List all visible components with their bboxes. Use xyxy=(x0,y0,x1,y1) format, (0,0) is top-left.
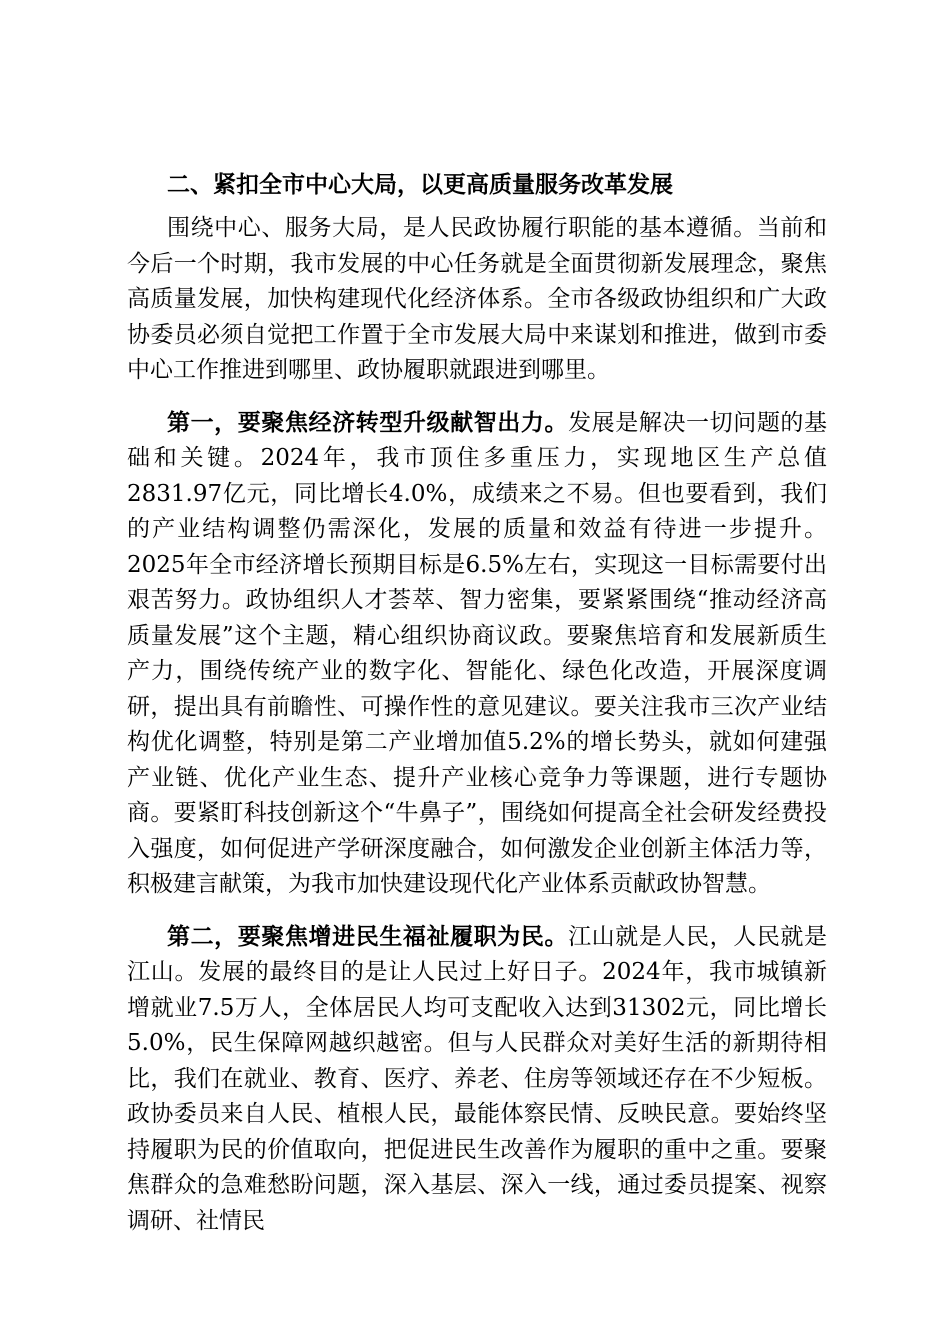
document-page xyxy=(127,168,827,1255)
paragraph-text: 发展是解决一切问题的基础和关键。2024年，我市顶住多重压力，实现地区生产总值2831.97亿元，同比增长4.0%，成绩来之不易。但也要看到，我们的产业结构调整仍需深化，发展的质量和效益有待进一步提升。2025年全市经济增长预期目标是6.5%左右，实现这一目标需要付出艰苦努力。政协组织人才荟萃、智力密集，要紧紧围绕“推动经济高质量发展”这个主题，精心组织协商议政。要聚焦培育和发展新质生产力，围绕传统产业的数字化、智能化、绿色化改造，开展深度调研，提出具有前瞻性、可操作性的意见建议。要关注我市三次产业结构优化调整，特别是第二产业增加值5.2%的增长势头，就如何建强产业链、优化产业生态、提升产业核心竞争力等课题，进行专题协商。要紧盯科技创新这个“牛鼻子”，围绕如何提高全社会研发经费投入强度，如何促进产学研深度融合，如何激发企业创新主体活力等，积极建言献策，为我市加快建设现代化产业体系贡献政协智慧。 xyxy=(127,409,828,897)
paragraph-intro xyxy=(127,210,827,389)
paragraph-text: 围绕中心、服务大局，是人民政协履行职能的基本遵循。当前和今后一个时期，我市发展的中心任务就是全面贯彻新发展理念，聚焦高质量发展，加快构建现代化经济体系。全市各级政协组织和广大政协委员必须自觉把工作置于全市发展大局中来谋划和推进，做到市委中心工作推进到哪里、政协履职就跟进到哪里。 xyxy=(127,215,827,383)
section-heading: 二、紧扣全市中心大局，以更高质量服务改革发展 xyxy=(167,171,673,198)
paragraph-economy xyxy=(127,405,827,903)
paragraph-lead: 第一，要聚焦经济转型升级献智出力。 xyxy=(167,408,569,436)
paragraph-livelihood xyxy=(127,919,827,1240)
paragraph-lead: 第二，要聚焦增进民生福祉履职为民。 xyxy=(167,922,569,950)
paragraph-text: 江山就是人民，人民就是江山。发展的最终目的是让人民过上好日子。2024年，我市城镇新增就业7.5万人，全体居民人均可支配收入达到31302元，同比增长5.0%，民生保障网越织越密。但与人民群众对美好生活的新期待相比，我们在就业、教育、医疗、养老、住房等领域还存在不少短板。政协委员来自人民、植根人民，最能体察民情、反映民意。要始终坚持履职为民的价值取向，把促进民生改善作为履职的重中之重。要聚焦群众的急难愁盼问题，深入基层、深入一线，通过委员提案、视察调研、社情民 xyxy=(127,923,828,1234)
